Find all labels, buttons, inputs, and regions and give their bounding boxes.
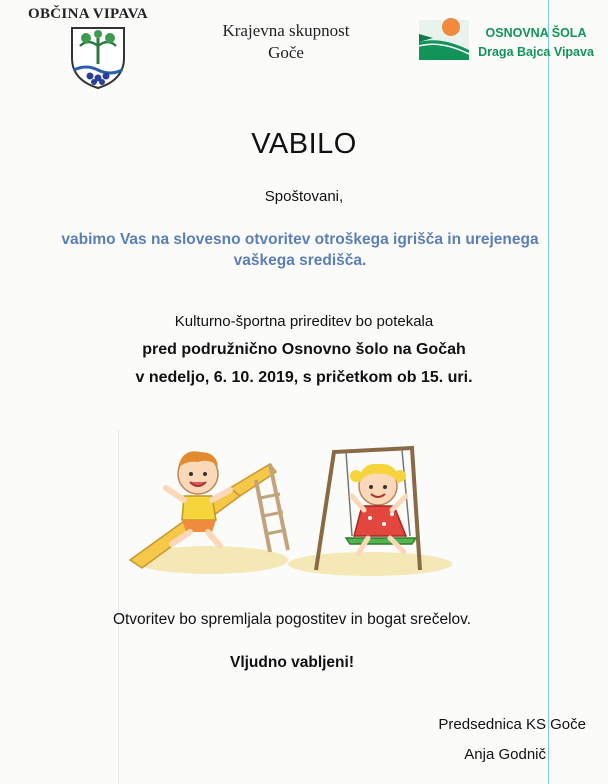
school-logo-icon [419,16,469,67]
invitation-line-1: vabimo Vas na slovesno otvoritev otroškega igrišča in urejenega [61,231,539,248]
event-date: v nedeljo, 6. 10. 2019, s pričetkom ob 15. uri. [135,369,473,386]
municipality-header [16,6,166,23]
municipality-crest-icon [68,24,128,95]
document-title: VABILO [251,128,357,160]
event-location: pred podružnično Osnovno šolo na Gočah [142,341,466,358]
community-line-1: Krajevna skupnost [222,21,350,40]
community-line-2: Goče [268,43,304,62]
signer-name: Anja Godnič [464,746,546,763]
refreshments-note: Otvoritev bo spremljala pogostitev in bogat srečelov. [112,611,472,628]
community-header [196,20,376,64]
playground-illustration [120,440,460,585]
signer-role: Predsednica KS Goče [438,716,586,733]
scan-edge-line [118,430,119,784]
invitation-line-2: vaškega središča. [233,252,367,269]
event-description: Kulturno-športna prireditev bo potekala [174,313,434,330]
greeting: Spoštovani, [264,188,344,205]
school-line-2: Draga Bajca Vipava [478,45,594,59]
school-line-1: OSNOVNA ŠOLA [485,26,587,40]
closing-line: Vljudno vabljeni! [229,654,354,671]
municipality-name: OBČINA VIPAVA [28,6,148,22]
invitation-text [20,229,580,271]
school-name [466,24,606,62]
